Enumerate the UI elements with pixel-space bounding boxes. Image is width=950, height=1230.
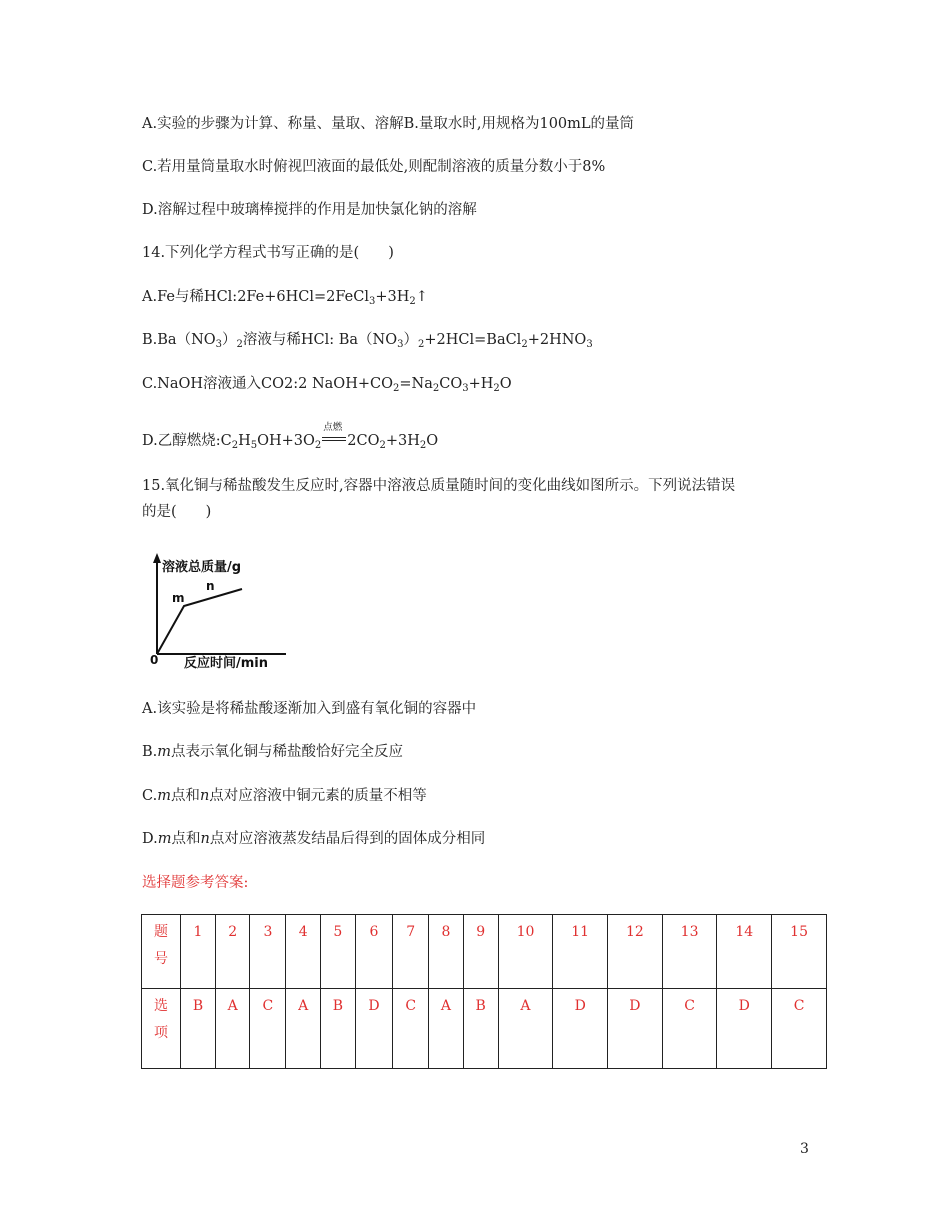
q15-c-text-3: 点对应溶液中铜元素的质量不相等 xyxy=(209,788,427,804)
q14-d-text-5: +3H xyxy=(385,433,420,449)
q14-b-text-1: B.Ba（NO xyxy=(142,332,216,348)
answer-choice-cell: D xyxy=(553,989,608,1069)
q14-b-sub-3: 3 xyxy=(397,339,404,350)
q15-stem-line-1: 15.氧化铜与稀盐酸发生反应时,容器中溶液总质量随时间的变化曲线如图所示。下列说法错误 xyxy=(142,478,736,494)
row-header-choice-char-1: 选 xyxy=(154,998,168,1014)
reaction-condition-label: 点燃 xyxy=(323,422,343,433)
answer-choice-cell: C xyxy=(662,989,717,1069)
q14-stem: 14.下列化学方程式书写正确的是( ) xyxy=(142,245,394,261)
question-number-cell: 6 xyxy=(355,915,392,989)
question-number-cell: 12 xyxy=(608,915,663,989)
answer-choice-cell: A xyxy=(215,989,249,1069)
q15-b-text-1: B. xyxy=(142,744,158,760)
page-number: 3 xyxy=(800,1141,809,1157)
q14-b-sub-1: 3 xyxy=(215,339,223,350)
q14-option-c xyxy=(142,374,512,399)
question-number-cell: 13 xyxy=(662,915,717,989)
q15-c-text-2: 点和 xyxy=(170,788,200,804)
q14-option-a xyxy=(142,287,428,312)
q14-c-sub-2: 2 xyxy=(432,383,440,394)
q15-option-b xyxy=(142,742,403,762)
answer-choice-cell: A xyxy=(286,989,320,1069)
answer-choice-cell: A xyxy=(498,989,553,1069)
q14-b-sub-5: 2 xyxy=(521,339,528,350)
answer-choice-cell: D xyxy=(608,989,663,1069)
q15-d-text-1: D. xyxy=(142,831,158,847)
reaction-condition xyxy=(321,422,347,451)
q14-d-text-6: O xyxy=(426,433,439,449)
row-header-choice xyxy=(142,989,181,1069)
q14-d-sub-2: 5 xyxy=(250,440,258,451)
q14-a-text-2: +3H xyxy=(375,289,410,305)
q14-d-sub-4: 2 xyxy=(379,440,386,451)
q14-c-text-5: O xyxy=(499,376,512,392)
q14-c-text-1: C.NaOH溶液通入CO2:2 NaOH+CO xyxy=(142,376,393,392)
q15-c-n: n xyxy=(199,788,210,804)
question-number-cell: 11 xyxy=(553,915,608,989)
q14-b-text-2: ） xyxy=(222,332,237,348)
answer-choice-cell: B xyxy=(320,989,355,1069)
q14-a-sub-1: 3 xyxy=(368,296,376,307)
question-number-cell: 4 xyxy=(286,915,320,989)
question-number-cell: 1 xyxy=(181,915,216,989)
answer-choice-cell: B xyxy=(463,989,498,1069)
q15-option-d xyxy=(142,829,485,849)
q14-c-text-2: =Na xyxy=(399,376,433,392)
point-m-label: m xyxy=(172,591,185,605)
q14-b-sub-6: 3 xyxy=(586,339,593,350)
q15-d-m: m xyxy=(157,831,172,847)
question-number-cell: 8 xyxy=(429,915,463,989)
x-axis-label: 反应时间/min xyxy=(184,656,269,671)
q13-option-a: A.实验的步骤为计算、称量、量取、溶解 xyxy=(142,116,404,132)
question-number-cell: 14 xyxy=(717,915,772,989)
question-number-cell: 10 xyxy=(498,915,553,989)
row-header-number xyxy=(142,915,181,989)
question-number-cell: 9 xyxy=(463,915,498,989)
y-axis-arrow-icon xyxy=(153,553,161,563)
q15-b-m: m xyxy=(157,744,172,760)
answer-choice-cell: C xyxy=(393,989,429,1069)
q15-c-m: m xyxy=(157,788,171,804)
mass-time-graph xyxy=(140,550,290,672)
q14-b-sub-4: 2 xyxy=(418,339,425,350)
row-header-choice-char-2: 项 xyxy=(154,1025,168,1041)
q14-b-text-3: 溶液与稀HCl: Ba（NO xyxy=(242,332,398,348)
answer-choice-cell: C xyxy=(250,989,286,1069)
answer-choice-cell: C xyxy=(772,989,827,1069)
q14-b-text-5: +2HCl=BaCl xyxy=(424,332,522,348)
origin-label: 0 xyxy=(150,653,159,667)
y-axis-label: 溶液总质量/g xyxy=(162,560,242,575)
question-number-cell: 2 xyxy=(215,915,249,989)
q15-b-text-2: 点表示氧化铜与稀盐酸恰好完全反应 xyxy=(171,744,404,760)
q14-d-sub-3: 2 xyxy=(314,440,322,451)
q14-c-sub-3: 3 xyxy=(462,383,469,394)
answer-table-row-choices xyxy=(142,989,827,1069)
answer-choice-cell: D xyxy=(717,989,772,1069)
row-header-number-char-2: 号 xyxy=(154,951,168,967)
q14-c-text-3: CO xyxy=(439,376,463,392)
answers-title: 选择题参考答案: xyxy=(142,875,249,891)
q14-option-d xyxy=(142,422,439,456)
q13-option-ab xyxy=(142,114,634,134)
q14-c-text-4: +H xyxy=(468,376,494,392)
question-number-cell: 5 xyxy=(320,915,355,989)
q15-d-text-2: 点和 xyxy=(171,831,201,847)
q14-d-text-2: H xyxy=(238,433,251,449)
answer-choice-cell: B xyxy=(181,989,216,1069)
mass-curve xyxy=(157,589,242,654)
q14-d-sub-5: 2 xyxy=(419,440,427,451)
q14-b-sub-2: 2 xyxy=(236,339,243,350)
question-number-cell: 15 xyxy=(772,915,827,989)
answer-table xyxy=(141,914,827,1069)
question-number-cell: 3 xyxy=(250,915,286,989)
q14-b-text-4: ） xyxy=(403,332,419,348)
answer-choice-cell: A xyxy=(429,989,463,1069)
q14-d-sub-1: 2 xyxy=(231,440,239,451)
answer-table-row-numbers xyxy=(142,915,827,989)
q14-c-sub-1: 2 xyxy=(392,383,400,394)
question-number-cell: 7 xyxy=(393,915,429,989)
q13-option-c: C.若用量筒量取水时俯视凹液面的最低处,则配制溶液的质量分数小于8% xyxy=(142,159,606,175)
q14-b-text-6: +2HNO xyxy=(527,332,587,348)
q15-option-a: A.该实验是将稀盐酸逐渐加入到盛有氧化铜的容器中 xyxy=(142,701,477,717)
q14-d-text-3: OH+3O xyxy=(257,433,315,449)
q14-option-b xyxy=(142,330,593,355)
answer-choice-cell: D xyxy=(355,989,392,1069)
row-header-number-char-1: 题 xyxy=(154,924,168,940)
q14-d-text-4: 2CO xyxy=(347,433,380,449)
q14-a-sub-2: 2 xyxy=(409,296,416,307)
q15-d-text-3: 点对应溶液蒸发结晶后得到的固体成分相同 xyxy=(209,831,486,847)
q14-a-text-1: A.Fe与稀HCl:2Fe+6HCl=2FeCl xyxy=(142,289,369,305)
q15-d-n: n xyxy=(200,831,210,847)
point-n-label: n xyxy=(206,579,215,593)
q13-option-b: B.量取水时,用规格为100mL的量筒 xyxy=(403,116,635,132)
q15-option-c xyxy=(142,786,427,806)
q13-option-d: D.溶解过程中玻璃棒搅拌的作用是加快氯化钠的溶解 xyxy=(142,202,477,218)
gas-arrow-icon: ↑ xyxy=(415,289,428,305)
q15-c-text-1: C. xyxy=(142,788,158,804)
q14-c-sub-4: 2 xyxy=(493,383,500,394)
q14-d-text-1: D.乙醇燃烧:C xyxy=(142,433,232,449)
q15-stem-line-2: 的是( ) xyxy=(142,504,212,520)
